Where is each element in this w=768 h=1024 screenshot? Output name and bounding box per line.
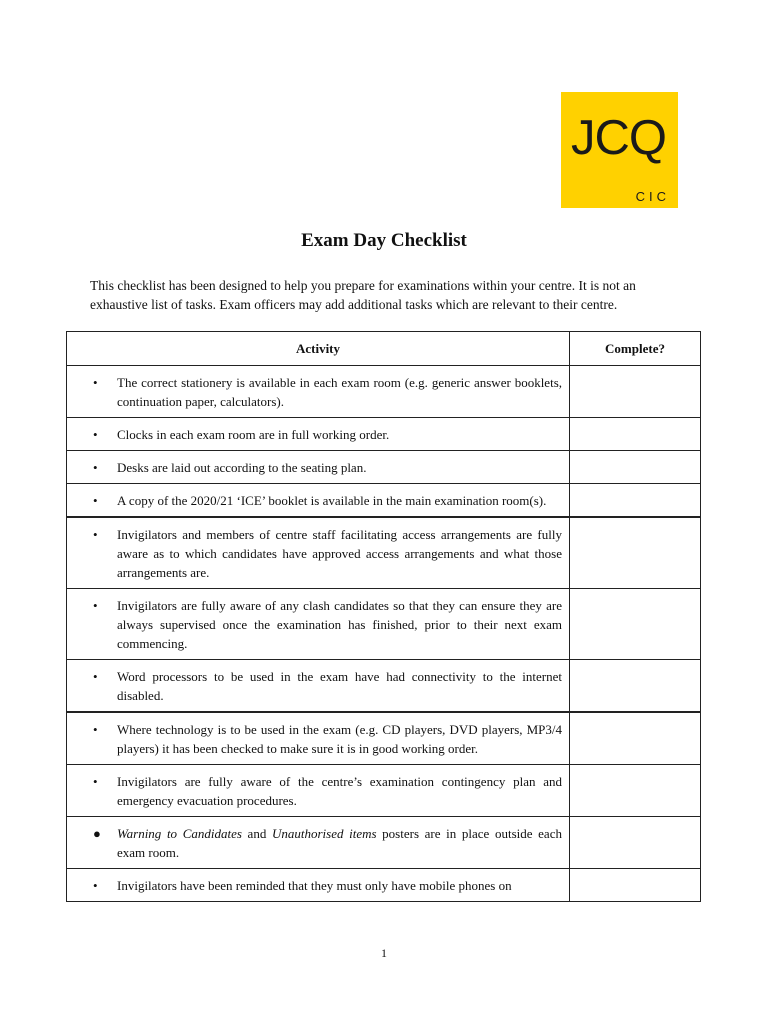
activity-text: Invigilators are fully aware of any clash candidates so that they can ensure they are always supervised once the examination has finished, prior to their next exam commencing. bbox=[117, 598, 562, 651]
complete-cell[interactable] bbox=[570, 869, 701, 902]
page-title: Exam Day Checklist bbox=[301, 230, 467, 251]
activity-italic-text: Unauthorised items bbox=[271, 826, 377, 841]
table-row bbox=[67, 451, 701, 484]
table-row bbox=[67, 589, 701, 660]
bullet-icon: • bbox=[93, 527, 98, 542]
jcq-cic-logo bbox=[561, 92, 678, 208]
table-row bbox=[67, 817, 701, 869]
table-row bbox=[67, 660, 701, 713]
bullet-icon: • bbox=[93, 722, 98, 737]
bullet-icon: • bbox=[93, 774, 98, 789]
logo-main-text: JCQ bbox=[571, 111, 666, 165]
activity-text: posters are in place outside each exam room. bbox=[117, 826, 562, 860]
activity-text: and bbox=[241, 826, 272, 841]
activity-text: The correct stationery is available in each exam room (e.g. generic answer booklets, continuation paper, calculators). bbox=[117, 375, 562, 409]
activity-italic-text: Warning to Candidates bbox=[117, 826, 242, 841]
bullet-icon: ● bbox=[93, 826, 101, 841]
bullet-icon: • bbox=[93, 493, 98, 508]
table-row bbox=[67, 484, 701, 518]
logo-sub-text: CIC bbox=[635, 189, 670, 204]
bullet-icon: • bbox=[93, 878, 98, 893]
activity-text: Word processors to be used in the exam have had connectivity to the internet disabled. bbox=[117, 669, 562, 703]
table-header-row bbox=[67, 332, 701, 366]
bullet-icon: • bbox=[93, 460, 98, 475]
activity-text: Clocks in each exam room are in full working order. bbox=[117, 427, 390, 442]
table-row bbox=[67, 712, 701, 765]
table-row bbox=[67, 765, 701, 817]
bullet-icon: • bbox=[93, 669, 98, 684]
complete-cell[interactable] bbox=[570, 817, 701, 869]
activity-text: Invigilators are fully aware of the centre’s examination contingency plan and emergency evacuation procedures. bbox=[117, 774, 562, 808]
complete-cell[interactable] bbox=[570, 712, 701, 765]
complete-cell[interactable] bbox=[570, 589, 701, 660]
checklist-table bbox=[66, 331, 701, 902]
activity-text: Desks are laid out according to the seating plan. bbox=[117, 460, 367, 475]
activity-text: Where technology is to be used in the exam (e.g. CD players, DVD players, MP3/4 players) it has been checked to make sure it is in good working order. bbox=[117, 722, 562, 756]
complete-cell[interactable] bbox=[570, 418, 701, 451]
table-row bbox=[67, 366, 701, 418]
complete-cell[interactable] bbox=[570, 484, 701, 518]
table-row bbox=[67, 418, 701, 451]
complete-cell[interactable] bbox=[570, 765, 701, 817]
complete-header: Complete? bbox=[570, 332, 701, 366]
complete-cell[interactable] bbox=[570, 451, 701, 484]
complete-cell[interactable] bbox=[570, 366, 701, 418]
bullet-icon: • bbox=[93, 598, 98, 613]
table-row bbox=[67, 869, 701, 902]
bullet-icon: • bbox=[93, 375, 98, 390]
bullet-icon: • bbox=[93, 427, 98, 442]
intro-paragraph: This checklist has been designed to help you prepare for examinations within your centre. It is not an exhaustive list of tasks. Exam officers may add additional tasks which are relevant to their centre. bbox=[90, 278, 636, 312]
activity-text: Invigilators and members of centre staff facilitating access arrangements are fully aware as to which candidates have approved access arrangements and what those arrangements are. bbox=[117, 527, 562, 580]
complete-cell[interactable] bbox=[570, 660, 701, 713]
activity-header: Activity bbox=[67, 332, 570, 366]
activity-text: A copy of the 2020/21 ‘ICE’ booklet is available in the main examination room(s). bbox=[117, 493, 547, 508]
table-row bbox=[67, 517, 701, 589]
complete-cell[interactable] bbox=[570, 517, 701, 589]
page-number: 1 bbox=[381, 946, 387, 960]
activity-text: Invigilators have been reminded that they must only have mobile phones on bbox=[117, 878, 512, 893]
